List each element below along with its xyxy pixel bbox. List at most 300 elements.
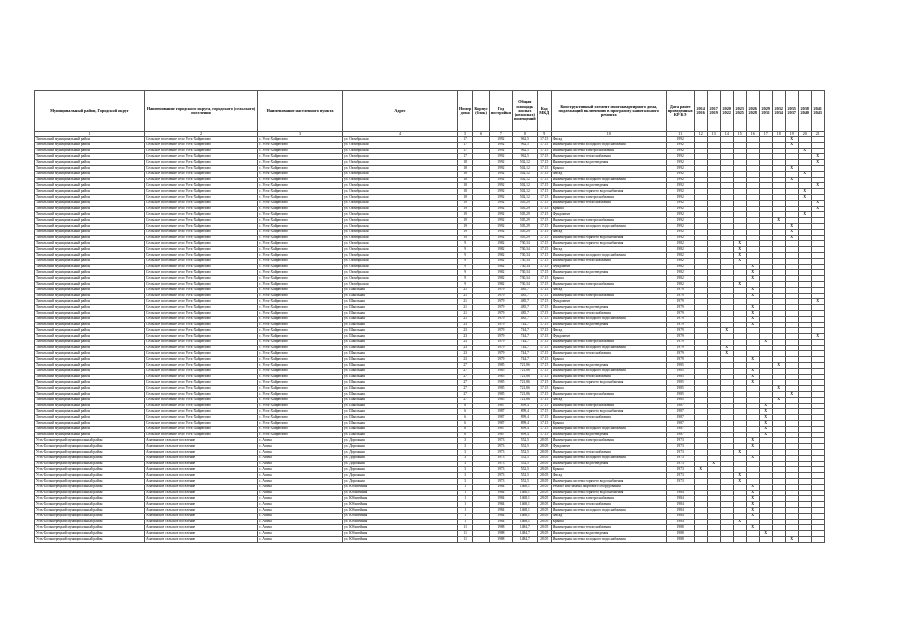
- period-mark-cell: [720, 536, 733, 542]
- column-header: Общая площадь жилых (нежилых) помещений: [512, 91, 537, 132]
- table-cell: с. Усть-Хайрюзово: [258, 154, 343, 160]
- table-cell: 1985: [489, 374, 512, 380]
- table-cell: ул. Октябрьская: [343, 258, 458, 264]
- table-cell: с. Усть-Хайрюзово: [258, 137, 343, 143]
- table-cell: ул. Октябрьская: [343, 276, 458, 282]
- table-cell: 1987: [489, 426, 512, 432]
- table-cell: Фасад: [551, 171, 666, 177]
- period-mark-cell: X: [746, 310, 759, 316]
- table-cell: Инженерная система электроснабжения: [551, 218, 666, 224]
- table-cell: 1992: [666, 235, 694, 241]
- table-cell: 19: [458, 206, 473, 212]
- table-cell: 1987: [666, 426, 694, 432]
- table-cell: Тигильский муниципальный район: [35, 177, 145, 183]
- table-cell: 17.15: [537, 432, 551, 438]
- column-header: Дата ранее проведенных КР КЭ: [666, 91, 694, 132]
- table-cell: Инженерная система холодного водоснабжения: [551, 316, 666, 322]
- table-cell: Апачинское сельское поселение: [145, 490, 258, 496]
- table-cell: 1988: [666, 525, 694, 531]
- table-cell: 744,7: [512, 334, 537, 340]
- table-cell: 1973: [666, 461, 694, 467]
- table-cell: Тигильский муниципальный район: [35, 409, 145, 415]
- table-cell: Сельское поселение село Усть-Хайрюзово: [145, 264, 258, 270]
- table-cell: Крыша: [551, 206, 666, 212]
- table-cell: ул. Школьная: [343, 380, 458, 386]
- table-cell: 1985: [489, 397, 512, 403]
- table-cell: 6: [458, 421, 473, 427]
- table-cell: Инженерная система электроснабжения: [551, 339, 666, 345]
- table-cell: Усть-Большерецкий муниципальный район: [35, 525, 145, 531]
- table-cell: 1: [458, 484, 473, 490]
- table-cell: 19: [458, 235, 473, 241]
- table-cell: 17.15: [537, 183, 551, 189]
- table-cell: Крыша: [551, 276, 666, 282]
- period-mark-cell: X: [759, 339, 772, 345]
- table-cell: Инженерная система холодного водоснабжения: [551, 508, 666, 514]
- table-cell: 28.05: [537, 461, 551, 467]
- column-header: 2026 2028: [746, 91, 759, 132]
- table-cell: ул. Школьная: [343, 328, 458, 334]
- table-cell: с. Апача: [258, 531, 343, 537]
- table-cell: Сельское поселение село Усть-Хайрюзово: [145, 137, 258, 143]
- table-cell: ул. Школьная: [343, 397, 458, 403]
- table-cell: 17.15: [537, 223, 551, 229]
- table-cell: с. Усть-Хайрюзово: [258, 218, 343, 224]
- table-cell: 17.15: [537, 316, 551, 322]
- table-cell: ул. Октябрьская: [343, 137, 458, 143]
- table-cell: Фасад: [551, 287, 666, 293]
- table-cell: ул. Октябрьская: [343, 142, 458, 148]
- table-cell: Апачинское сельское поселение: [145, 531, 258, 537]
- table-cell: 744,7: [512, 345, 537, 351]
- table-cell: Фасад: [551, 473, 666, 479]
- period-mark-cell: X: [798, 171, 811, 177]
- table-cell: Тигильский муниципальный район: [35, 165, 145, 171]
- table-cell: ул. Школьная: [343, 392, 458, 398]
- period-mark-cell: [759, 536, 772, 542]
- table-cell: 17.15: [537, 421, 551, 427]
- table-cell: Инженерная система водоотведения: [551, 432, 666, 438]
- table-cell: Инженерная система горячего водоснабжения: [551, 490, 666, 496]
- table-cell: 899,4: [512, 409, 537, 415]
- table-cell: 1979: [666, 334, 694, 340]
- table-cell: 1468,1: [512, 502, 537, 508]
- table-cell: с. Усть-Хайрюзово: [258, 258, 343, 264]
- period-mark-cell: X: [798, 194, 811, 200]
- table-cell: Инженерная система теплоснабжения: [551, 310, 666, 316]
- table-cell: с. Усть-Хайрюзово: [258, 299, 343, 305]
- table-cell: Тигильский муниципальный район: [35, 154, 145, 160]
- table-cell: 17.15: [537, 328, 551, 334]
- table-cell: 1992: [489, 194, 512, 200]
- period-mark-cell: X: [746, 513, 759, 519]
- table-cell: 28.05: [537, 450, 551, 456]
- table-cell: 1973: [666, 438, 694, 444]
- table-cell: Апачинское сельское поселение: [145, 502, 258, 508]
- table-cell: 1984: [666, 519, 694, 525]
- table-cell: Сельское поселение село Усть-Хайрюзово: [145, 252, 258, 258]
- table-cell: 1982: [489, 270, 512, 276]
- table-cell: 1973: [489, 438, 512, 444]
- table-cell: Ремонт или замена лифтового оборудования: [551, 484, 666, 490]
- table-cell: 27: [458, 380, 473, 386]
- table-cell: 1985: [666, 363, 694, 369]
- table-cell: 17.15: [537, 148, 551, 154]
- table-cell: 28.05: [537, 536, 551, 542]
- table-cell: ул. Дорожная: [343, 473, 458, 479]
- table-cell: с. Усть-Хайрюзово: [258, 264, 343, 270]
- table-cell: 1985: [666, 397, 694, 403]
- table-cell: ул. Дорожная: [343, 455, 458, 461]
- period-mark-cell: X: [772, 397, 785, 403]
- table-cell: Тигильский муниципальный район: [35, 229, 145, 235]
- column-number: 6: [473, 132, 490, 137]
- table-cell: ул. Школьная: [343, 299, 458, 305]
- table-cell: 744,7: [512, 351, 537, 357]
- table-cell: 721,86: [512, 368, 537, 374]
- table-cell: 730,34: [512, 270, 537, 276]
- table-cell: 1484,7: [512, 525, 537, 531]
- period-mark-cell: X: [733, 258, 746, 264]
- table-cell: ул. Школьная: [343, 334, 458, 340]
- table-cell: 552,5: [512, 461, 537, 467]
- header-row: [35, 91, 825, 132]
- table-cell: 1468,1: [512, 519, 537, 525]
- table-cell: 17.15: [537, 403, 551, 409]
- table-cell: Инженерная система электроснабжения: [551, 392, 666, 398]
- table-cell: с. Усть-Хайрюзово: [258, 171, 343, 177]
- table-cell: ул. Октябрьская: [343, 194, 458, 200]
- table-cell: 1992: [489, 177, 512, 183]
- table-cell: 1984: [489, 513, 512, 519]
- table-cell: 962,5: [512, 148, 537, 154]
- period-mark-cell: X: [694, 467, 707, 473]
- table-cell: Сельское поселение село Усть-Хайрюзово: [145, 322, 258, 328]
- table-cell: 1: [458, 519, 473, 525]
- table-cell: 17.15: [537, 154, 551, 160]
- table-cell: 17.15: [537, 357, 551, 363]
- column-header: 2035 2037: [785, 91, 798, 132]
- period-mark-cell: [707, 536, 720, 542]
- table-cell: 1979: [489, 305, 512, 311]
- table-cell: 21: [458, 287, 473, 293]
- table-cell: 17.15: [537, 258, 551, 264]
- table-cell: ул. Школьная: [343, 426, 458, 432]
- table-cell: 485,7: [512, 287, 537, 293]
- table-cell: Фундамент: [551, 444, 666, 450]
- table-cell: 505,29: [512, 235, 537, 241]
- table-cell: 1979: [666, 357, 694, 363]
- table-cell: 1985: [489, 368, 512, 374]
- column-number: 10: [551, 132, 666, 137]
- table-cell: Сельское поселение село Усть-Хайрюзово: [145, 200, 258, 206]
- table-cell: 1973: [666, 473, 694, 479]
- table-cell: 744,7: [512, 357, 537, 363]
- table-cell: 1979: [666, 287, 694, 293]
- table-cell: 505,29: [512, 218, 537, 224]
- table-cell: Тигильский муниципальный район: [35, 368, 145, 374]
- period-mark-cell: X: [811, 334, 824, 340]
- period-mark-cell: X: [785, 235, 798, 241]
- table-cell: Сельское поселение село Усть-Хайрюзово: [145, 345, 258, 351]
- table-cell: 17.15: [537, 171, 551, 177]
- table-cell: с. Апача: [258, 490, 343, 496]
- table-cell: 1973: [489, 444, 512, 450]
- period-mark-cell: X: [759, 415, 772, 421]
- table-cell: 1987: [666, 403, 694, 409]
- table-cell: 552,5: [512, 467, 537, 473]
- period-mark-cell: X: [746, 496, 759, 502]
- table-cell: Фундамент: [551, 212, 666, 218]
- table-cell: 1484,7: [512, 536, 537, 542]
- column-number: 20: [798, 132, 811, 137]
- table-cell: 1987: [489, 403, 512, 409]
- table-cell: 17.15: [537, 397, 551, 403]
- table-cell: Апачинское сельское поселение: [145, 461, 258, 467]
- period-mark-cell: X: [759, 409, 772, 415]
- period-mark-cell: X: [746, 293, 759, 299]
- table-cell: с. Усть-Хайрюзово: [258, 200, 343, 206]
- table-cell: 899,4: [512, 421, 537, 427]
- table-cell: 6: [458, 409, 473, 415]
- table-cell: 730,34: [512, 252, 537, 258]
- period-mark-cell: X: [746, 264, 759, 270]
- table-cell: 17.15: [537, 392, 551, 398]
- table-cell: Инженерная система водоотведения: [551, 305, 666, 311]
- table-cell: Усть-Большерецкий муниципальный район: [35, 484, 145, 490]
- table-cell: Инженерная система водоотведения: [551, 531, 666, 537]
- table-cell: Тигильский муниципальный район: [35, 374, 145, 380]
- table-cell: 18: [458, 189, 473, 195]
- table-cell: 1987: [489, 432, 512, 438]
- table-cell: 9: [458, 264, 473, 270]
- table-cell: 1979: [666, 351, 694, 357]
- table-cell: Усть-Большерецкий муниципальный район: [35, 450, 145, 456]
- table-cell: 1988: [489, 531, 512, 537]
- table-cell: с. Усть-Хайрюзово: [258, 142, 343, 148]
- column-header: Наименование городского округа, городского (сельского) поселения: [145, 91, 258, 132]
- period-mark-cell: X: [746, 502, 759, 508]
- table-cell: ул. Школьная: [343, 322, 458, 328]
- table-cell: 27: [458, 386, 473, 392]
- column-header: Код МКД: [537, 91, 551, 132]
- table-cell: 17.15: [537, 409, 551, 415]
- table-cell: 1979: [489, 351, 512, 357]
- table-cell: 27: [458, 392, 473, 398]
- table-cell: 505,29: [512, 200, 537, 206]
- period-mark-cell: X: [811, 160, 824, 166]
- column-header: 2032 2034: [772, 91, 785, 132]
- table-cell: 505,29: [512, 206, 537, 212]
- table-cell: ул. Октябрьская: [343, 223, 458, 229]
- table-cell: 1982: [666, 276, 694, 282]
- table-cell: 1979: [489, 328, 512, 334]
- table-cell: 17.15: [537, 322, 551, 328]
- table-cell: 1468,1: [512, 484, 537, 490]
- table-cell: Сельское поселение село Усть-Хайрюзово: [145, 270, 258, 276]
- table-cell: Сельское поселение село Усть-Хайрюзово: [145, 363, 258, 369]
- table-cell: 28.05: [537, 502, 551, 508]
- table-cell: Сельское поселение село Усть-Хайрюзово: [145, 357, 258, 363]
- table-cell: 1984: [489, 508, 512, 514]
- table-cell: 502,12: [512, 171, 537, 177]
- column-number: 1: [35, 132, 145, 137]
- table-cell: с. Усть-Хайрюзово: [258, 276, 343, 282]
- table-cell: ул. Октябрьская: [343, 165, 458, 171]
- period-mark-cell: X: [733, 281, 746, 287]
- period-mark-cell: X: [746, 484, 759, 490]
- period-mark-cell: X: [746, 305, 759, 311]
- table-cell: 17.15: [537, 339, 551, 345]
- table-cell: 1987: [489, 415, 512, 421]
- table-cell: 1979: [489, 322, 512, 328]
- table-cell: Крыша: [551, 165, 666, 171]
- table-cell: Сельское поселение село Усть-Хайрюзово: [145, 171, 258, 177]
- table-cell: Инженерная система горячего водоснабжения: [551, 409, 666, 415]
- table-cell: ул. Школьная: [343, 363, 458, 369]
- period-mark-cell: X: [785, 392, 798, 398]
- table-cell: 1992: [666, 212, 694, 218]
- period-mark-cell: X: [746, 490, 759, 496]
- table-cell: ул. Октябрьская: [343, 241, 458, 247]
- table-cell: Апачинское сельское поселение: [145, 496, 258, 502]
- table-cell: с. Апача: [258, 438, 343, 444]
- table-cell: 1982: [489, 258, 512, 264]
- table-cell: 28.05: [537, 490, 551, 496]
- table-cell: 502,12: [512, 177, 537, 183]
- table-cell: 1992: [666, 142, 694, 148]
- period-mark-cell: X: [746, 322, 759, 328]
- table-cell: 502,12: [512, 189, 537, 195]
- period-mark-cell: X: [733, 450, 746, 456]
- table-cell: 28.05: [537, 455, 551, 461]
- table-cell: 505,29: [512, 212, 537, 218]
- table-cell: 1992: [666, 206, 694, 212]
- column-number: 5: [458, 132, 473, 137]
- table-cell: 730,34: [512, 241, 537, 247]
- table-cell: 1992: [666, 177, 694, 183]
- column-header: Номер дома: [458, 91, 473, 132]
- table-cell: 23: [458, 334, 473, 340]
- table-cell: с. Усть-Хайрюзово: [258, 351, 343, 357]
- table-cell: Инженерная система теплоснабжения: [551, 450, 666, 456]
- table-cell: ул. Дорожная: [343, 438, 458, 444]
- table-cell: 11: [458, 525, 473, 531]
- table-cell: ул. Школьная: [343, 415, 458, 421]
- table-cell: Усть-Большерецкий муниципальный район: [35, 536, 145, 542]
- table-cell: 1982: [666, 241, 694, 247]
- table-cell: 1992: [489, 183, 512, 189]
- table-cell: 17.15: [537, 206, 551, 212]
- period-mark-cell: X: [746, 374, 759, 380]
- table-cell: Инженерная система водоотведения: [551, 183, 666, 189]
- table-cell: Тигильский муниципальный район: [35, 218, 145, 224]
- table-cell: 17.15: [537, 142, 551, 148]
- table-cell: 1987: [666, 432, 694, 438]
- table-cell: 28.05: [537, 467, 551, 473]
- table-cell: 1979: [666, 328, 694, 334]
- table-cell: Тигильский муниципальный район: [35, 189, 145, 195]
- table-cell: 17.15: [537, 310, 551, 316]
- table-cell: Инженерная система водоотведения: [551, 270, 666, 276]
- table-cell: 3: [458, 461, 473, 467]
- table-cell: 17.15: [537, 287, 551, 293]
- table-cell: ул. Октябрьская: [343, 177, 458, 183]
- table-cell: с. Усть-Хайрюзово: [258, 241, 343, 247]
- period-mark-cell: X: [707, 461, 720, 467]
- table-cell: с. Усть-Хайрюзово: [258, 281, 343, 287]
- table-cell: ул. Октябрьская: [343, 281, 458, 287]
- table-cell: 18: [458, 160, 473, 166]
- table-cell: с. Апача: [258, 484, 343, 490]
- period-mark-cell: X: [746, 380, 759, 386]
- period-mark-cell: X: [811, 299, 824, 305]
- table-cell: 1973: [666, 450, 694, 456]
- table-cell: 17.15: [537, 299, 551, 305]
- table-cell: 899,4: [512, 403, 537, 409]
- table-cell: 9: [458, 270, 473, 276]
- table-cell: 9: [458, 258, 473, 264]
- table-cell: ул. Октябрьская: [343, 247, 458, 253]
- table-cell: Апачинское сельское поселение: [145, 444, 258, 450]
- table-cell: Тигильский муниципальный район: [35, 142, 145, 148]
- table-cell: 721,86: [512, 363, 537, 369]
- table-cell: ул. Дорожная: [343, 461, 458, 467]
- table-cell: 1992: [666, 165, 694, 171]
- column-number: 9: [537, 132, 551, 137]
- table-cell: 3: [458, 473, 473, 479]
- table-cell: 17: [458, 148, 473, 154]
- column-header: Наименование населенного пункта: [258, 91, 343, 132]
- table-cell: [473, 536, 490, 542]
- table-cell: 17.15: [537, 426, 551, 432]
- table-cell: Фундамент: [551, 334, 666, 340]
- table-cell: Сельское поселение село Усть-Хайрюзово: [145, 189, 258, 195]
- table-cell: 1468,1: [512, 490, 537, 496]
- table-cell: 1985: [489, 392, 512, 398]
- column-number: 16: [746, 132, 759, 137]
- table-cell: 21: [458, 310, 473, 316]
- table-cell: Апачинское сельское поселение: [145, 473, 258, 479]
- table-cell: 1987: [489, 421, 512, 427]
- table-cell: ул. Октябрьская: [343, 252, 458, 258]
- table-cell: 17: [458, 142, 473, 148]
- period-mark-cell: X: [733, 252, 746, 258]
- table-cell: Усть-Большерецкий муниципальный район: [35, 502, 145, 508]
- table-cell: Тигильский муниципальный район: [35, 235, 145, 241]
- table-cell: с. Апача: [258, 502, 343, 508]
- table-cell: 744,7: [512, 339, 537, 345]
- period-mark-cell: X: [759, 426, 772, 432]
- column-number: 2: [145, 132, 258, 137]
- table-cell: 1985: [666, 368, 694, 374]
- period-mark-cell: X: [798, 212, 811, 218]
- table-cell: с. Апача: [258, 508, 343, 514]
- table-cell: 17.15: [537, 194, 551, 200]
- table-cell: 1992: [489, 154, 512, 160]
- table-cell: Сельское поселение село Усть-Хайрюзово: [145, 212, 258, 218]
- table-cell: Тигильский муниципальный район: [35, 252, 145, 258]
- table-cell: 485,7: [512, 293, 537, 299]
- table-cell: 552,5: [512, 473, 537, 479]
- table-cell: 1973: [489, 473, 512, 479]
- table-cell: 23: [458, 345, 473, 351]
- table-cell: ул. Юбилейная: [343, 525, 458, 531]
- table-cell: 744,7: [512, 328, 537, 334]
- period-mark-cell: X: [720, 345, 733, 351]
- table-cell: 1973: [489, 479, 512, 485]
- table-cell: Сельское поселение село Усть-Хайрюзово: [145, 409, 258, 415]
